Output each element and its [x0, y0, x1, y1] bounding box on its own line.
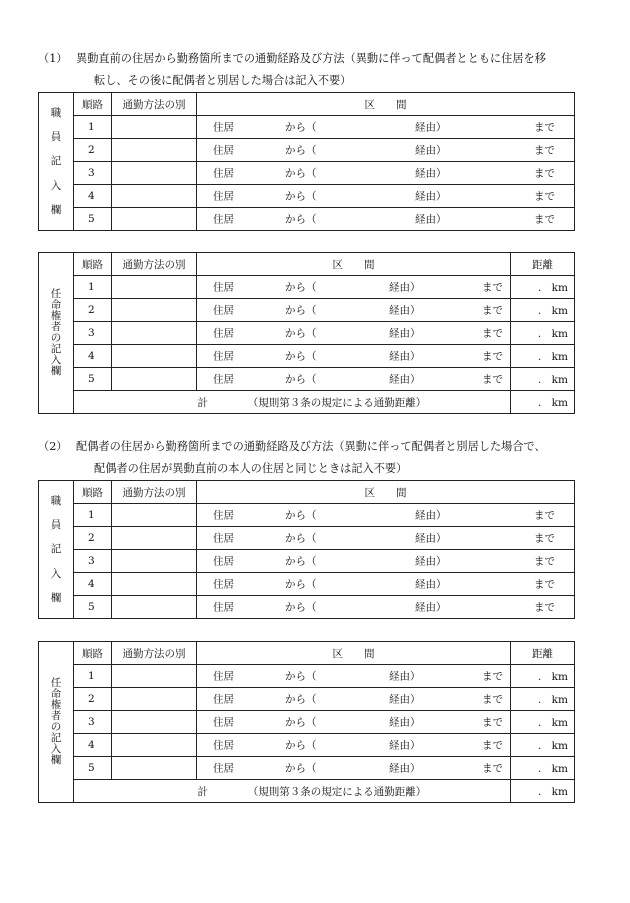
distance-field[interactable]: . km [511, 688, 575, 711]
table-row [39, 596, 575, 619]
section-field[interactable]: 住居 から（ 経由） まで [197, 734, 511, 757]
method-field[interactable] [112, 116, 197, 139]
distance-field[interactable]: . km [511, 711, 575, 734]
row-number: 2 [74, 139, 112, 162]
staff-entry-table-1 [38, 92, 575, 231]
total-distance-field[interactable]: . km [511, 391, 575, 414]
method-field[interactable] [112, 345, 197, 368]
appointer-side-label: 任命権者の記入欄 [39, 642, 74, 803]
method-field[interactable] [112, 368, 197, 391]
table-row [39, 322, 575, 345]
method-field[interactable] [112, 711, 197, 734]
distance-field[interactable]: . km [511, 322, 575, 345]
section-2-heading-line1: 配偶者の住居から勤務箇所までの通勤経路及び方法（異動に伴って配偶者と別居した場合で、 [76, 440, 546, 453]
section-field[interactable]: 住居 から（ 経由） まで [197, 665, 511, 688]
total-label-cell [74, 780, 511, 803]
section-field[interactable]: 住居 から（ 経由） まで [197, 573, 575, 596]
table-row [39, 162, 575, 185]
total-label-cell [74, 391, 511, 414]
method-field[interactable] [112, 139, 197, 162]
row-number: 4 [74, 185, 112, 208]
method-field[interactable] [112, 596, 197, 619]
table-row [39, 504, 575, 527]
table-row [39, 208, 575, 231]
section-1-heading-line1: 異動直前の住居から勤務箇所までの通勤経路及び方法（異動に伴って配偶者とともに住居を移 [76, 52, 546, 65]
row-number: 1 [74, 276, 112, 299]
header-section: 区 間 [197, 481, 575, 504]
row-number: 2 [74, 688, 112, 711]
method-field[interactable] [112, 162, 197, 185]
header-order: 順路 [74, 481, 112, 504]
section-field[interactable]: 住居 から（ 経由） まで [197, 276, 511, 299]
table-row [39, 734, 575, 757]
section-field[interactable]: 住居 から（ 経由） まで [197, 550, 575, 573]
table-row [39, 711, 575, 734]
staff-side-label: 職員記入欄 [39, 481, 74, 619]
section-field[interactable]: 住居 から（ 経由） まで [197, 139, 575, 162]
section-field[interactable]: 住居 から（ 経由） まで [197, 527, 575, 550]
distance-field[interactable]: . km [511, 345, 575, 368]
section-field[interactable]: 住居 から（ 経由） まで [197, 185, 575, 208]
header-order: 順路 [74, 93, 112, 116]
header-method: 通勤方法の別 [112, 93, 197, 116]
method-field[interactable] [112, 504, 197, 527]
total-label: 計 [197, 396, 208, 409]
table-row [39, 550, 575, 573]
table-row [39, 116, 575, 139]
table-row [39, 139, 575, 162]
distance-field[interactable]: . km [511, 665, 575, 688]
row-number: 1 [74, 116, 112, 139]
method-field[interactable] [112, 322, 197, 345]
row-number: 2 [74, 299, 112, 322]
section-1-heading [38, 48, 593, 92]
header-method: 通勤方法の別 [112, 642, 197, 665]
table-row [39, 573, 575, 596]
header-distance: 距離 [511, 642, 575, 665]
section-field[interactable]: 住居 から（ 経由） まで [197, 208, 575, 231]
row-number: 2 [74, 527, 112, 550]
table-row [39, 276, 575, 299]
table-row [39, 688, 575, 711]
section-field[interactable]: 住居 から（ 経由） まで [197, 322, 511, 345]
distance-field[interactable]: . km [511, 734, 575, 757]
section-field[interactable]: 住居 から（ 経由） まで [197, 504, 575, 527]
section-field[interactable]: 住居 から（ 経由） まで [197, 345, 511, 368]
section-2-number: （2） [38, 440, 68, 453]
staff-entry-table-2 [38, 480, 575, 619]
table-header-row [39, 642, 575, 665]
total-row [39, 391, 575, 414]
row-number: 5 [74, 757, 112, 780]
row-number: 3 [74, 711, 112, 734]
header-order: 順路 [74, 253, 112, 276]
section-2-heading-line2: 配偶者の住居が異動直前の本人の住居と同じときは記入不要） [94, 462, 408, 475]
appointer-side-label: 任命権者の記入欄 [39, 253, 74, 414]
total-label: 計 [197, 785, 208, 798]
section-field[interactable]: 住居 から（ 経由） まで [197, 116, 575, 139]
row-number: 4 [74, 734, 112, 757]
total-distance-field[interactable]: . km [511, 780, 575, 803]
section-1-number: （1） [38, 52, 68, 65]
row-number: 5 [74, 208, 112, 231]
row-number: 4 [74, 573, 112, 596]
total-row [39, 780, 575, 803]
section-1-heading-line2: 転し、その後に配偶者と別居した場合は記入不要） [94, 74, 352, 87]
row-number: 1 [74, 504, 112, 527]
header-section: 区 間 [197, 642, 511, 665]
section-field[interactable]: 住居 から（ 経由） まで [197, 368, 511, 391]
section-field[interactable]: 住居 から（ 経由） まで [197, 688, 511, 711]
section-field[interactable]: 住居 から（ 経由） まで [197, 299, 511, 322]
appointer-entry-table-1 [38, 252, 575, 414]
method-field[interactable] [112, 527, 197, 550]
method-field[interactable] [112, 665, 197, 688]
table-row [39, 527, 575, 550]
method-field[interactable] [112, 550, 197, 573]
table-header-row [39, 481, 575, 504]
method-field[interactable] [112, 573, 197, 596]
distance-field[interactable]: . km [511, 299, 575, 322]
header-order: 順路 [74, 642, 112, 665]
method-field[interactable] [112, 757, 197, 780]
method-field[interactable] [112, 208, 197, 231]
staff-side-label: 職員記入欄 [39, 93, 74, 231]
method-field[interactable] [112, 276, 197, 299]
row-number: 1 [74, 665, 112, 688]
section-2-heading [38, 436, 593, 480]
row-number: 3 [74, 162, 112, 185]
row-number: 3 [74, 550, 112, 573]
header-section: 区 間 [197, 93, 575, 116]
total-note: （規則第３条の規定による通勤距離） [247, 396, 427, 409]
table-row [39, 299, 575, 322]
distance-field[interactable]: . km [511, 757, 575, 780]
section-field[interactable]: 住居 から（ 経由） まで [197, 711, 511, 734]
section-field[interactable]: 住居 から（ 経由） まで [197, 757, 511, 780]
header-distance: 距離 [511, 253, 575, 276]
header-section: 区 間 [197, 253, 511, 276]
distance-field[interactable]: . km [511, 368, 575, 391]
row-number: 5 [74, 596, 112, 619]
header-method: 通勤方法の別 [112, 481, 197, 504]
section-field[interactable]: 住居 から（ 経由） まで [197, 596, 575, 619]
table-row [39, 368, 575, 391]
table-row [39, 757, 575, 780]
method-field[interactable] [112, 185, 197, 208]
row-number: 4 [74, 345, 112, 368]
section-field[interactable]: 住居 から（ 経由） まで [197, 162, 575, 185]
method-field[interactable] [112, 688, 197, 711]
table-header-row [39, 253, 575, 276]
method-field[interactable] [112, 299, 197, 322]
row-number: 5 [74, 368, 112, 391]
header-method: 通勤方法の別 [112, 253, 197, 276]
table-row [39, 345, 575, 368]
total-note: （規則第３条の規定による通勤距離） [247, 785, 427, 798]
table-row [39, 665, 575, 688]
table-row [39, 185, 575, 208]
table-header-row [39, 93, 575, 116]
appointer-entry-table-2 [38, 641, 575, 803]
row-number: 3 [74, 322, 112, 345]
distance-field[interactable]: . km [511, 276, 575, 299]
method-field[interactable] [112, 734, 197, 757]
